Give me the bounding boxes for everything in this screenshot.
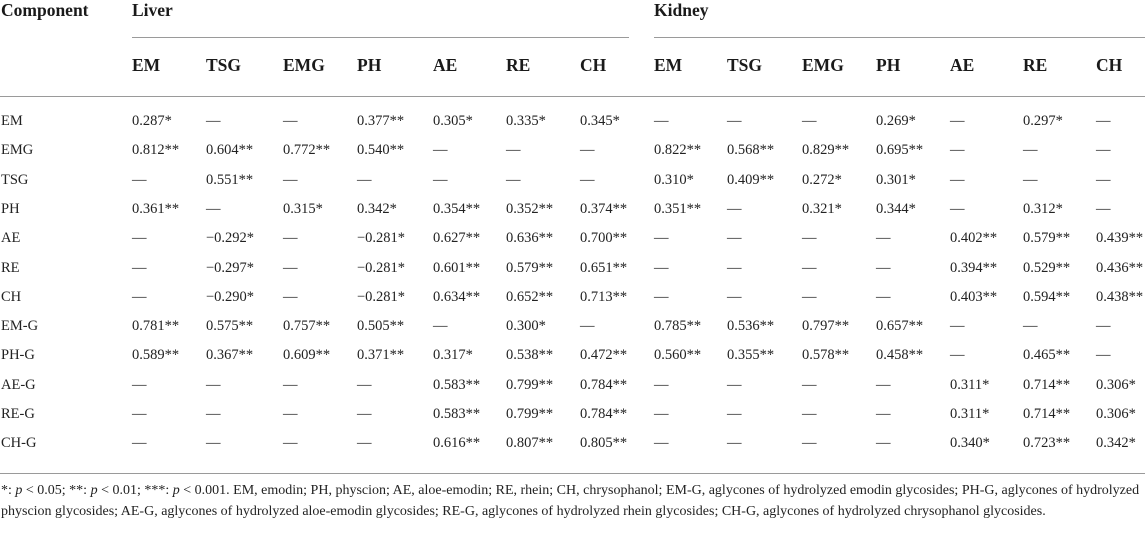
kidney-cell: 0.351** [654,201,702,217]
liver-cell: 0.609** [283,347,331,363]
header-bottom-rule [0,96,1145,97]
kidney-col-header: RE [1023,55,1048,75]
liver-col-header: PH [357,55,382,75]
liver-cell: 0.345* [580,113,620,129]
liver-cell: — [132,230,147,246]
kidney-cell: 0.312* [1023,201,1063,217]
liver-cell: — [132,260,147,276]
liver-cell: — [132,435,147,451]
footnote-p: p [172,483,180,498]
kidney-cell: — [876,260,891,276]
kidney-cell: — [876,289,891,305]
kidney-cell: — [876,230,891,246]
kidney-col-header: EM [654,55,683,75]
liver-cell: 0.757** [283,318,331,334]
liver-cell: — [206,201,221,217]
kidney-cell: — [727,435,742,451]
kidney-cell: 0.723** [1023,435,1071,451]
kidney-cell: 0.785** [654,318,702,334]
kidney-cell: — [950,172,965,188]
liver-cell: 0.652** [506,289,554,305]
kidney-cell: 0.657** [876,318,924,334]
kidney-cell: 0.458** [876,347,924,363]
kidney-cell: — [654,113,669,129]
kidney-cell: 0.403** [950,289,998,305]
liver-cell: 0.551** [206,172,254,188]
kidney-cell: 0.797** [802,318,850,334]
liver-header: Liver [132,0,173,20]
row-label: RE [1,260,20,276]
liver-cell: 0.799** [506,377,554,393]
liver-cell: 0.472** [580,347,628,363]
footnote-part: < 0.01; ***: [97,483,173,498]
liver-cell: — [283,377,298,393]
kidney-cell: 0.409** [727,172,775,188]
liver-cell: 0.805** [580,435,628,451]
liver-cell: 0.361** [132,201,180,217]
kidney-cell: — [1096,318,1111,334]
kidney-cell: 0.594** [1023,289,1071,305]
kidney-cell: 0.560** [654,347,702,363]
liver-cell: — [580,142,595,158]
liver-cell: 0.540** [357,142,405,158]
liver-cell: — [132,289,147,305]
kidney-cell: — [876,406,891,422]
kidney-cell: — [950,201,965,217]
liver-cell: — [206,435,221,451]
kidney-cell: — [1023,172,1038,188]
liver-cell: 0.367** [206,347,254,363]
liver-cell: — [433,172,448,188]
kidney-cell: 0.714** [1023,406,1071,422]
kidney-cell: 0.310* [654,172,694,188]
footnote-part: < 0.001. EM, emodin; PH, physcion; AE, aloe-emodin; RE, rhein; CH, chrysophanol; EM-G, aglycones of hydrolyzed emodin glycosides; PH-G, aglycones of hydrolyzed physcion glycosides; AE-G, aglycones of hydrolyzed aloe-emodin glycosides; RE-G, aglycones of hydrolyzed rhein glycosides; CH-G, aglycones of hydrolyzed chrysophanol glycosides. [1,483,1140,519]
liver-cell: — [283,113,298,129]
kidney-cell: 0.578** [802,347,850,363]
liver-cell: 0.317* [433,347,473,363]
table-bottom-rule [0,473,1145,474]
liver-group-rule [132,37,629,38]
row-label: TSG [1,172,29,188]
kidney-cell: — [1096,201,1111,217]
liver-cell: −0.281* [357,230,406,246]
liver-cell: — [357,172,372,188]
liver-cell: — [206,113,221,129]
row-label: EMG [1,142,34,158]
liver-cell: −0.297* [206,260,255,276]
kidney-cell: — [727,260,742,276]
kidney-cell: — [727,377,742,393]
kidney-cell: — [1096,347,1111,363]
kidney-cell: — [950,318,965,334]
liver-col-header: TSG [206,55,242,75]
liver-cell: 0.589** [132,347,180,363]
liver-cell: 0.799** [506,406,554,422]
kidney-cell: 0.394** [950,260,998,276]
liver-cell: — [132,172,147,188]
liver-cell: — [132,406,147,422]
liver-cell: 0.634** [433,289,481,305]
kidney-cell: — [802,435,817,451]
liver-cell: — [206,406,221,422]
kidney-cell: 0.402** [950,230,998,246]
kidney-cell: — [654,377,669,393]
kidney-header: Kidney [654,0,709,20]
liver-cell: 0.772** [283,142,331,158]
liver-cell: — [506,142,521,158]
liver-cell: — [580,318,595,334]
kidney-cell: 0.306* [1096,406,1136,422]
kidney-cell: 0.438** [1096,289,1144,305]
row-label: PH-G [1,347,35,363]
kidney-cell: 0.568** [727,142,775,158]
kidney-cell: — [1023,142,1038,158]
kidney-cell: 0.306* [1096,377,1136,393]
liver-cell: 0.616** [433,435,481,451]
liver-cell: 0.601** [433,260,481,276]
liver-cell: — [283,289,298,305]
liver-cell: 0.784** [580,406,628,422]
kidney-cell: 0.340* [950,435,990,451]
liver-cell: −0.281* [357,289,406,305]
liver-cell: 0.781** [132,318,180,334]
kidney-cell: 0.311* [950,377,990,393]
kidney-cell: 0.829** [802,142,850,158]
liver-cell: 0.583** [433,406,481,422]
liver-cell: — [357,406,372,422]
liver-cell: 0.371** [357,347,405,363]
footnote-p: p [90,483,98,498]
liver-cell: 0.700** [580,230,628,246]
liver-cell: — [357,377,372,393]
liver-cell: 0.812** [132,142,180,158]
liver-cell: — [283,172,298,188]
row-label: AE [1,230,21,246]
liver-col-header: RE [506,55,531,75]
liver-cell: 0.377** [357,113,405,129]
kidney-cell: 0.536** [727,318,775,334]
footnote-p: p [15,483,23,498]
kidney-cell: 0.297* [1023,113,1063,129]
liver-cell: 0.352** [506,201,554,217]
kidney-cell: — [654,406,669,422]
liver-cell: 0.807** [506,435,554,451]
liver-col-header: CH [580,55,607,75]
kidney-cell: 0.465** [1023,347,1071,363]
kidney-cell: — [654,230,669,246]
liver-cell: 0.505** [357,318,405,334]
liver-cell: — [283,435,298,451]
kidney-cell: 0.439** [1096,230,1144,246]
kidney-cell: 0.272* [802,172,842,188]
kidney-cell: 0.311* [950,406,990,422]
component-header: Component [1,0,89,20]
kidney-cell: 0.321* [802,201,842,217]
liver-cell: — [357,435,372,451]
kidney-cell: — [950,347,965,363]
liver-cell: 0.627** [433,230,481,246]
kidney-cell: — [950,142,965,158]
liver-cell: — [132,377,147,393]
row-label: CH-G [1,435,37,451]
kidney-col-header: EMG [802,55,844,75]
footnote-part: < 0.05; **: [22,483,91,498]
liver-cell: −0.281* [357,260,406,276]
liver-cell: 0.579** [506,260,554,276]
table-footnote [1,480,1141,522]
liver-cell: 0.342* [357,201,397,217]
kidney-cell: 0.344* [876,201,916,217]
kidney-cell: — [802,289,817,305]
kidney-cell: — [654,435,669,451]
liver-cell: 0.583** [433,377,481,393]
liver-cell: −0.292* [206,230,255,246]
kidney-col-header: PH [876,55,901,75]
liver-cell: — [283,230,298,246]
liver-cell: 0.784** [580,377,628,393]
liver-cell: 0.287* [132,113,172,129]
liver-cell: 0.575** [206,318,254,334]
kidney-cell: 0.579** [1023,230,1071,246]
liver-cell: — [283,260,298,276]
liver-cell: 0.335* [506,113,546,129]
kidney-cell: — [727,113,742,129]
kidney-cell: — [1023,318,1038,334]
kidney-cell: — [727,406,742,422]
liver-cell: 0.713** [580,289,628,305]
liver-cell: 0.300* [506,318,546,334]
kidney-cell: — [1096,172,1111,188]
kidney-col-header: CH [1096,55,1123,75]
kidney-cell: — [876,377,891,393]
liver-col-header: AE [433,55,458,75]
kidney-cell: — [1096,113,1111,129]
kidney-cell: 0.301* [876,172,916,188]
kidney-cell: 0.822** [654,142,702,158]
kidney-col-header: TSG [727,55,763,75]
row-label: PH [1,201,20,217]
kidney-cell: 0.436** [1096,260,1144,276]
kidney-cell: — [654,289,669,305]
liver-cell: −0.290* [206,289,255,305]
liver-cell: 0.305* [433,113,473,129]
kidney-cell: — [876,435,891,451]
kidney-cell: — [727,289,742,305]
kidney-cell: — [802,260,817,276]
liver-cell: — [580,172,595,188]
kidney-cell: 0.355** [727,347,775,363]
kidney-cell: — [802,377,817,393]
kidney-cell: — [1096,142,1111,158]
liver-cell: 0.538** [506,347,554,363]
liver-cell: — [206,377,221,393]
row-label: AE-G [1,377,36,393]
kidney-cell: — [654,260,669,276]
liver-cell: 0.651** [580,260,628,276]
kidney-cell: 0.714** [1023,377,1071,393]
liver-cell: — [283,406,298,422]
kidney-cell: — [727,201,742,217]
kidney-cell: 0.342* [1096,435,1136,451]
kidney-cell: — [950,113,965,129]
liver-cell: 0.604** [206,142,254,158]
liver-cell: — [433,318,448,334]
kidney-group-rule [654,37,1145,38]
kidney-cell: — [802,230,817,246]
footnote-part: *: [1,483,16,498]
kidney-col-header: AE [950,55,975,75]
kidney-cell: — [802,406,817,422]
liver-cell: 0.354** [433,201,481,217]
kidney-cell: 0.529** [1023,260,1071,276]
kidney-cell: — [802,113,817,129]
liver-cell: 0.374** [580,201,628,217]
liver-cell: 0.636** [506,230,554,246]
row-label: RE-G [1,406,35,422]
liver-cell: — [433,142,448,158]
row-label: CH [1,289,22,305]
liver-cell: 0.315* [283,201,323,217]
kidney-cell: 0.269* [876,113,916,129]
row-label: EM-G [1,318,39,334]
liver-cell: — [506,172,521,188]
kidney-cell: — [727,230,742,246]
liver-col-header: EM [132,55,161,75]
kidney-cell: 0.695** [876,142,924,158]
liver-col-header: EMG [283,55,325,75]
row-label: EM [1,113,23,129]
